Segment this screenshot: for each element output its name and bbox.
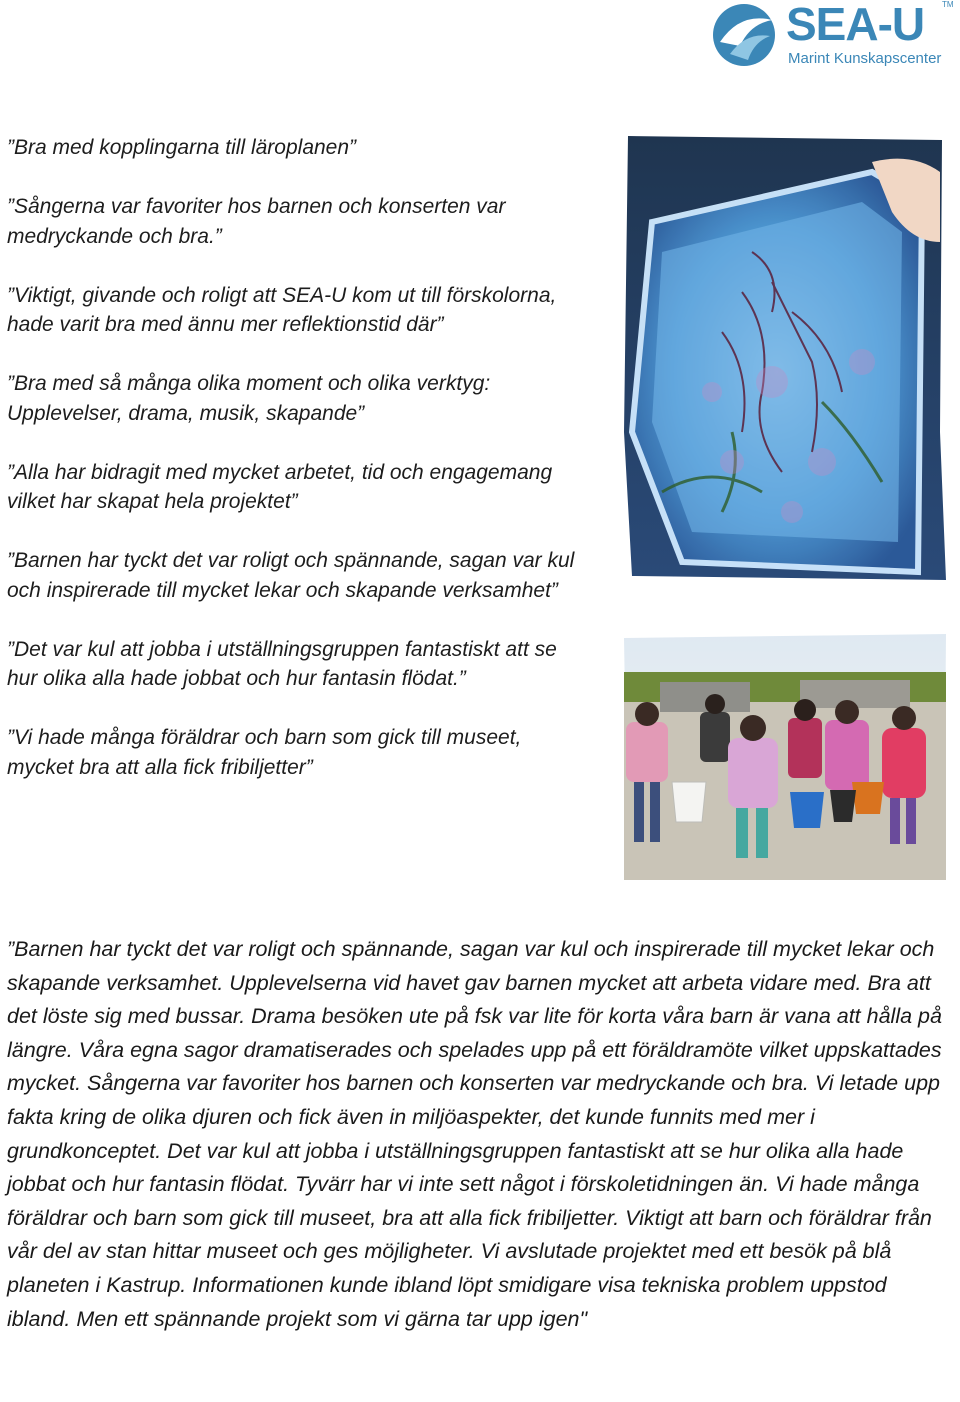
logo-name: SEA-U [786,0,925,50]
quote: ”Alla har bidragit med mycket arbetet, tid och engagemang vilket har skapat hela projektet” [7,460,553,513]
quote: ”Viktigt, givande och roligt att SEA-U kom ut till förskolorna, hade varit bra med ännu mer reflektionstid där” [7,283,557,336]
summary-paragraph: ”Barnen har tyckt det var roligt och spännande, sagan var kul och inspirerade till mycket lekar och skapande verksamhet. Upplevelserna vid havet gav barnen mycket att arbeta vidare med. Bra att det löste sig med bussar. Drama besöken ute på fsk var lite för korta våra barn är vana att hålla på längre. Våra egna sagor dramatiserades och spelades upp på ett föräldramöte vilket uppskattades mycket. Sångerna var favoriter hos barnen och konserten var medryckande och bra. Vi letade upp fakta kring de olika djuren och fick även in miljöaspekter, det kunde funnits med mer i grundkonceptet. Det var kul att jobba i utställningsgruppen fantastiskt att se hur olika alla hade jobbat och hur fantasin flödat. Tyvärr har vi inte sett något i förskoletidningen än. Vi hade många föräldrar och barn som gick till museet, bra att alla fick fribiljetter. Viktigt att barn och föräldrar från vår del av stan hittar museet och ges möjligheter. Vi avslutade projektet med ett besök på blå planeten i Kastrup. Informationen kunde ibland löpt smidigare visa tekniska problem uppstod ibland. Men ett spännande projekt som vi gärna tar upp igen" [7,937,942,1331]
logo-subtitle: Marint Kunskapscenter [788,50,942,67]
logo-trademark: TM [942,0,954,9]
children-beach-photo [620,632,950,882]
logo-mark-icon [710,2,780,68]
quotes-list [7,133,582,812]
sea-creatures-box-photo [622,132,948,584]
sea-u-logo [706,0,956,72]
quote: ”Bra med så många olika moment och olika verktyg: Upplevelser, drama, musik, skapande” [7,372,491,425]
quote: ”Vi hade många föräldrar och barn som gick till museet, mycket bra att alla fick fribiljetter” [7,726,522,779]
quote: ”Sångerna var favoriter hos barnen och konserten var medryckande och bra.” [7,195,506,248]
quote: ”Bra med kopplingarna till läroplanen” [7,136,357,159]
quote: ”Det var kul att jobba i utställningsgruppen fantastiskt att se hur olika alla hade jobbat och hur fantasin flödat.” [7,637,557,690]
quote: ”Barnen har tyckt det var roligt och spännande, sagan var kul och inspirerade till mycket lekar och skapande verksamhet” [7,549,575,602]
